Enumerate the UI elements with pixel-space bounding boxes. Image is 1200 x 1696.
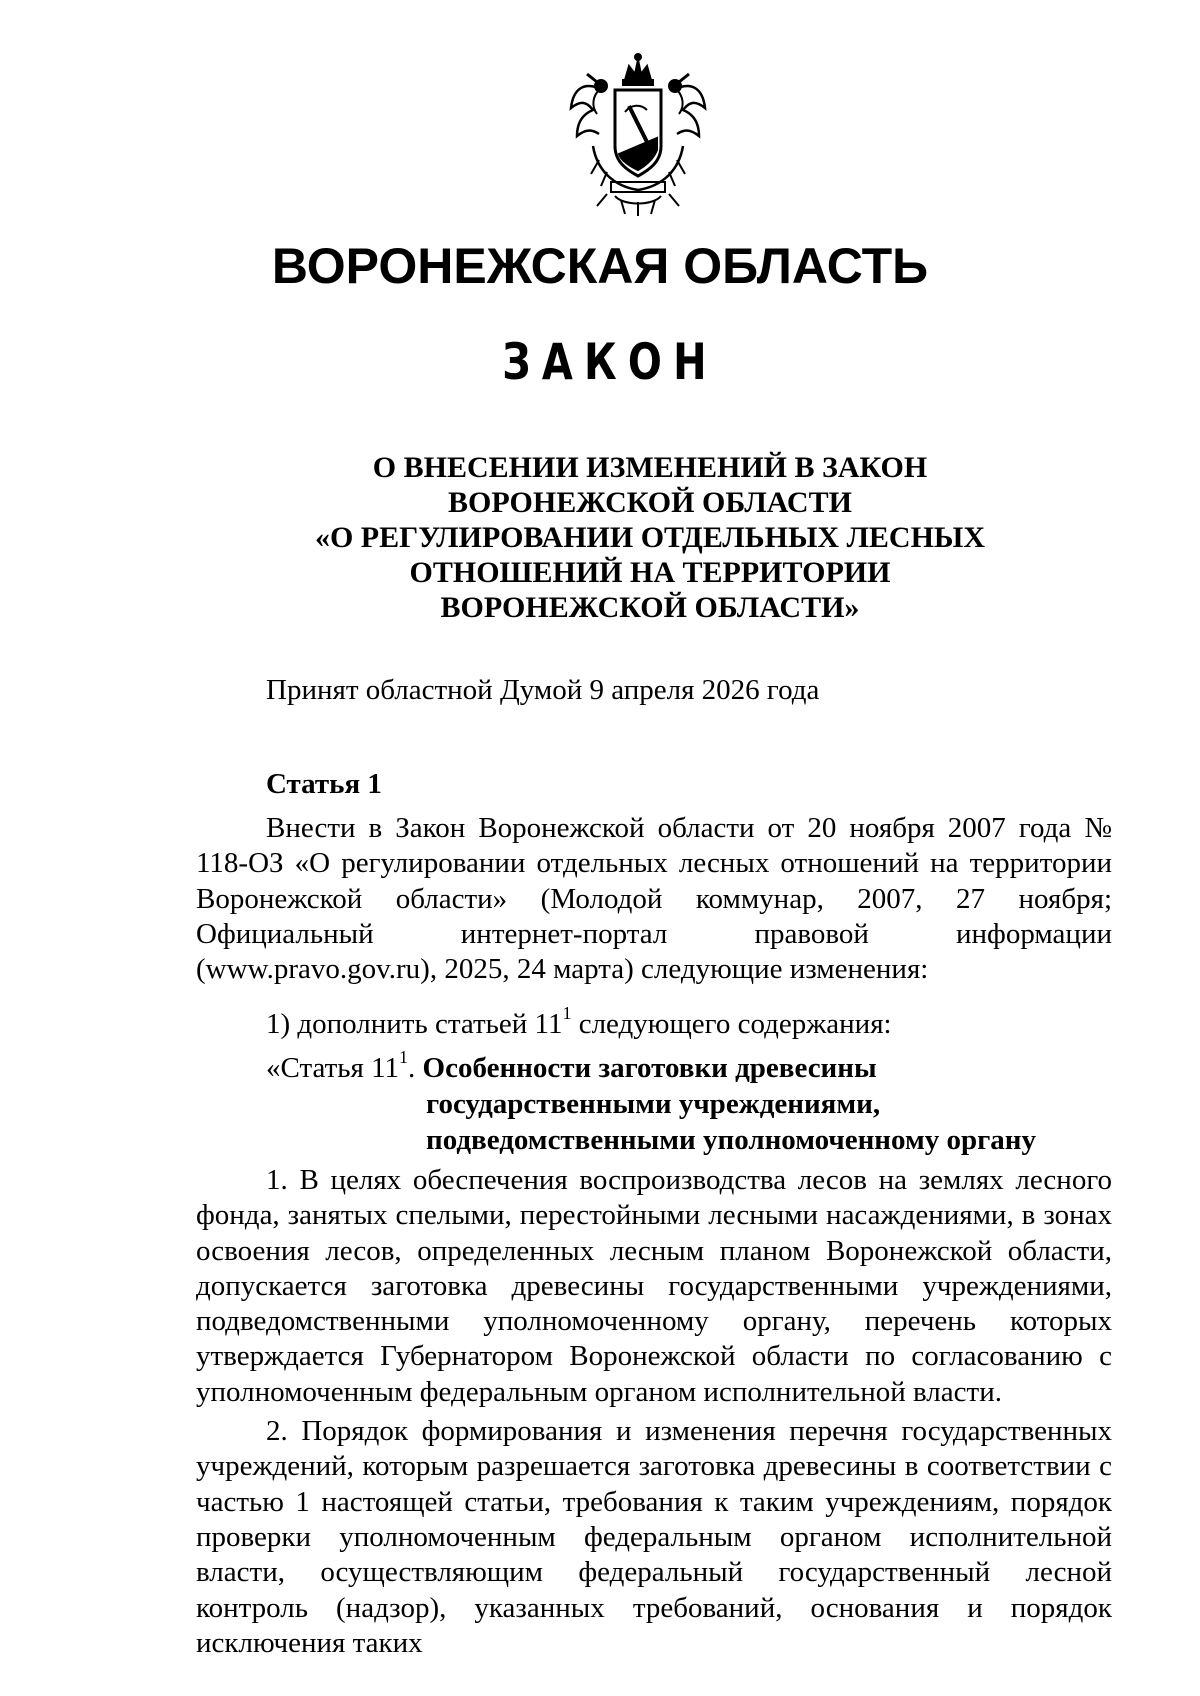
item-superscript: 1 bbox=[562, 1003, 572, 1024]
new-article-superscript: 1 bbox=[399, 1047, 409, 1068]
new-article-heading bbox=[266, 1047, 1126, 1158]
law-title-line: ОТНОШЕНИЙ НА ТЕРРИТОРИИ bbox=[409, 556, 891, 589]
article-heading: Статья 1 bbox=[266, 768, 382, 800]
article-point: 1. В целях обеспечения воспроизводства лесов на землях лесного фонда, занятых спелыми, перестойными лесными насаждениями, в зонах освоения лесов, определенных лесным планом Воронежской области, допускается заготовка древесины государственными учреждениями, подведомственными уполномоченному органу, перечень которых утверждается Губернатором Воронежской области по согласованию с уполномоченным федеральным органом исполнительной власти. bbox=[196, 1164, 1112, 1408]
law-title-line: О ВНЕСЕНИИ ИЗМЕНЕНИЙ В ЗАКОН bbox=[372, 451, 928, 484]
article-point: 2. Порядок формирования и изменения перечня государственных учреждений, которым разрешается заготовка древесины в соответствии с частью 1 настоящей статьи, требования к таким учреждениям, порядок проверки уполномоченным федеральным органом исполнительной власти, осуществляющим федеральный государственный лесной контроль (надзор), указанных требований, основания и порядок исключения таких bbox=[196, 1415, 1112, 1659]
law-title-line: «О РЕГУЛИРОВАНИИ ОТДЕЛЬНЫХ ЛЕСНЫХ bbox=[314, 521, 986, 554]
law-title bbox=[290, 450, 1010, 625]
intro-paragraph: Внести в Закон Воронежской области от 20 ноября 2007 года № 118-ОЗ «О регулировании отдельных лесных отношений на территории Воронежской области» (Молодой коммунар, 2007, 27 ноября; Официальный интернет-портал правовой информации (www.pravo.gov.ru), 2025, 24 марта) следующие изменения: bbox=[196, 812, 1112, 986]
new-article-title-line: Особенности заготовки древесины bbox=[422, 1052, 877, 1084]
amendment-item-text bbox=[196, 1003, 1112, 1042]
adoption-note: Принят областной Думой 9 апреля 2026 года bbox=[266, 674, 820, 706]
new-article-prefix: «Статья 11 bbox=[266, 1052, 400, 1084]
item-text-after: следующего содержания: bbox=[571, 1008, 892, 1040]
law-title-line: ВОРОНЕЖСКОЙ ОБЛАСТИ» bbox=[440, 591, 860, 624]
region-title: ВОРОНЕЖСКАЯ ОБЛАСТЬ bbox=[271, 238, 929, 294]
law-title-line: ВОРОНЕЖСКОЙ ОБЛАСТИ bbox=[448, 486, 852, 519]
new-article-title-line: подведомственными уполномоченному органу bbox=[426, 1124, 1036, 1156]
voronezh-coat-of-arms-icon bbox=[563, 50, 713, 218]
new-article-dot: . bbox=[408, 1052, 423, 1084]
new-article-title-line: государственными учреждениями, bbox=[426, 1088, 881, 1120]
amendment-item bbox=[196, 1003, 1112, 1042]
item-text-before: 1) дополнить статьей 11 bbox=[266, 1008, 563, 1040]
article-intro bbox=[196, 811, 1112, 987]
document-type: ЗАКОН bbox=[502, 333, 718, 391]
new-article-points bbox=[196, 1163, 1112, 1661]
